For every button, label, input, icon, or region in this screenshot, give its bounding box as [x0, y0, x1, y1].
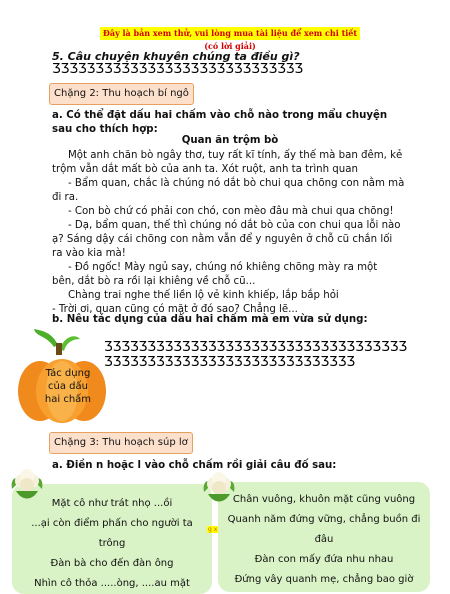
- story-line: Chàng trai nghe thế liền lộ vẻ kinh khiếp, lắp bắp hỏi: [68, 290, 339, 301]
- story-line: ạ? Sáng dậy cái chõng con nằm vẫn để y nguyên ở chỗ cũ chắn lối: [52, 234, 393, 245]
- task-b-prompt: b. Nêu tác dụng của dấu hai chấm mà em vừa sử dụng:: [52, 314, 368, 325]
- story-line: - Trời ơi, quan cũng có mặt ở đó sao? Chẳng lẽ...: [52, 304, 298, 315]
- story-line: - Đồ ngốc! Mày ngủ say, chúng nó khiêng chõng mày ra một: [68, 262, 378, 273]
- watermark-fragment: g x: [208, 526, 218, 533]
- stage-3-tag: Chặng 3: Thu hoạch súp lơ: [49, 432, 193, 454]
- story-line: đi ra.: [52, 192, 79, 203]
- riddle-line: ...ại còn điểm phấn cho người ta: [31, 518, 193, 529]
- cauliflower-icon: [202, 470, 236, 504]
- task-3-prompt: a. Điền n hoặc l vào chỗ chấm rồi giải câu đố sau:: [52, 460, 337, 471]
- riddle-line: Mặt cô như trát nhọ ...ồi: [51, 498, 173, 509]
- stage-2-tag: Chặng 2: Thu hoạch bí ngô: [49, 83, 194, 105]
- riddle-line: Quanh năm đứng vững, chẳng buồn đi: [227, 514, 421, 525]
- cauliflower-icon: [10, 467, 44, 501]
- task-a-prompt: a. Có thể đặt dấu hai chấm vào chỗ nào trong mẩu chuyện sau cho thích hợp:: [52, 110, 388, 135]
- story-line: - Bẩm quan, chắc là chúng nó dắt bò chui qua chõng con nằm mà: [68, 178, 405, 189]
- riddle-line: Nhìn cô thỏa .....òng, ....au mặt: [34, 578, 190, 589]
- story-title: Quan ăn trộm bò: [181, 135, 279, 146]
- riddle-line: đâu: [314, 534, 334, 545]
- story-line: - Dạ, bẩm quan, thế thì chúng nó dắt bò của con chui qua lỗi nào: [68, 220, 401, 231]
- pumpkin-label: Tác dụng của dấu hai chấm: [44, 368, 92, 405]
- section-heading: 5. Câu chuyện khuyên chúng ta điều gì?: [52, 50, 300, 63]
- answer-dotted-line: ƷƷƷƷƷƷƷƷƷƷƷƷƷƷƷƷƷƷƷƷƷƷƷƷƷƷƷƷƷƷƷƷƷƷƷ: [104, 340, 408, 355]
- answer-dotted-line: ƷƷƷƷƷƷƷƷƷƷƷƷƷƷƷƷƷƷƷƷƷƷƷƷƷƷƷƷƷ: [104, 355, 356, 370]
- story-line: Một anh chăn bò ngây thơ, tuy rất kĩ tính, ấy thế mà ban đêm, kẻ: [68, 150, 403, 161]
- story-line: ra vào kia mà!: [52, 248, 126, 259]
- story-line: bên, dắt bò ra rồi lại khiêng về chỗ cũ...: [52, 276, 256, 287]
- answer-dotted-line: ƷƷƷƷƷƷƷƷƷƷƷƷƷƷƷƷƷƷƷƷƷƷƷƷƷƷƷƷƷ: [52, 62, 304, 77]
- preview-banner: Đây là bản xem thử, vui lòng mua tài liệu để xem chi tiết (có lời giải): [100, 27, 360, 40]
- story-line: - Con bò chứ có phải con chó, con mèo đâu mà chui qua chõng!: [68, 206, 394, 217]
- riddle-line: Chân vuông, khuôn mặt cũng vuông: [232, 494, 416, 505]
- riddle-line: Đứng vây quanh mẹ, chẳng bao giờ: [234, 574, 414, 585]
- riddle-line: Đàn con mấy đứa nhu nhau: [254, 554, 394, 565]
- riddle-card-right: [218, 482, 430, 592]
- story-text: [52, 149, 412, 317]
- story-line: trộm vẫn dắt mất bò của anh ta. Xót ruột, anh ta trình quan: [52, 164, 358, 175]
- riddle-line: Đàn bà cho đến đàn ông: [50, 558, 174, 569]
- riddle-line: trông: [98, 538, 126, 549]
